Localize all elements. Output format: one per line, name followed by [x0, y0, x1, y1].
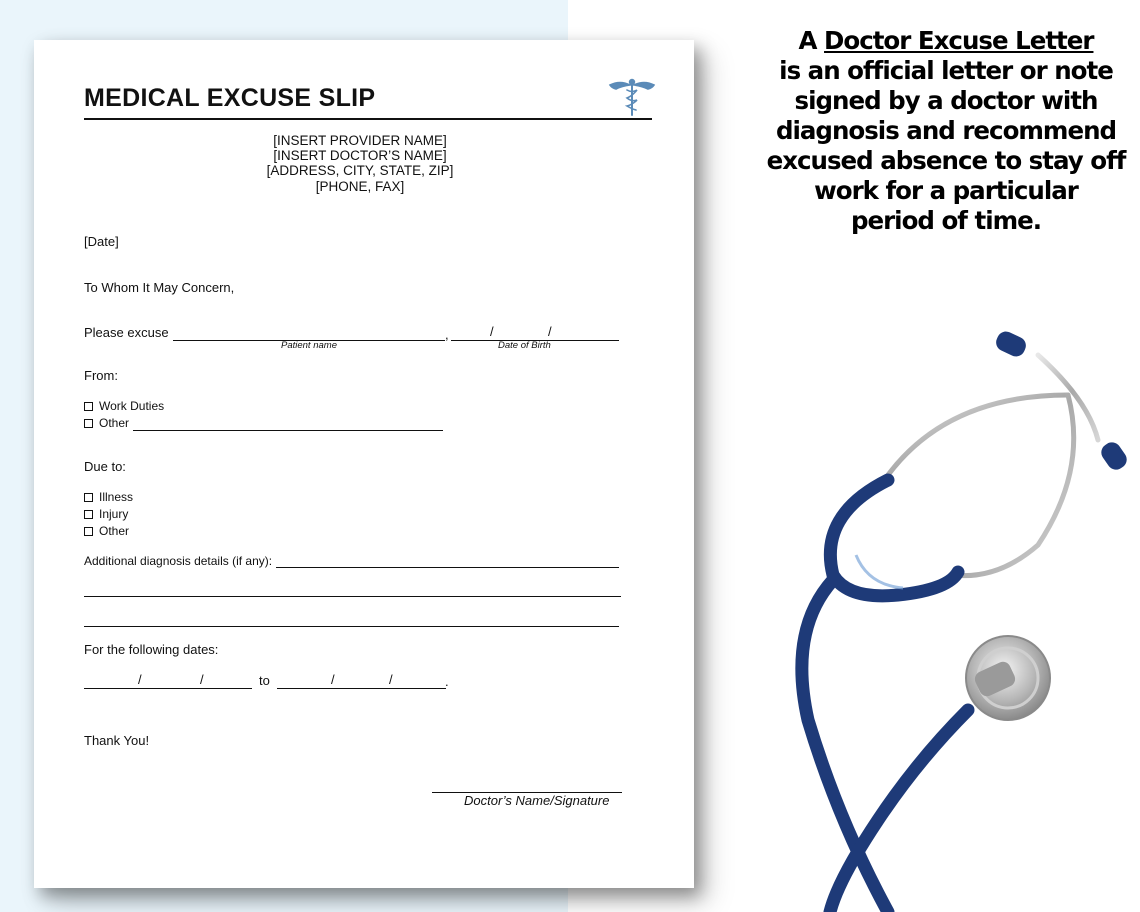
phone-placeholder: [PHONE, FAX]	[315, 178, 405, 194]
headline-line-1	[760, 26, 1132, 56]
form-title: MEDICAL EXCUSE SLIP	[84, 84, 376, 112]
additional-diagnosis-label: Additional diagnosis details (if any):	[84, 554, 273, 568]
checkbox-label: Work Duties	[99, 399, 165, 413]
dob-slash-1: /	[490, 324, 494, 339]
stethoscope-image	[568, 300, 1140, 912]
due-to-label: Due to:	[84, 459, 126, 474]
checkbox-from-other[interactable]	[84, 416, 129, 430]
diagnosis-line-3[interactable]	[84, 626, 619, 627]
date-placeholder: [Date]	[84, 234, 119, 249]
thank-you: Thank You!	[84, 733, 150, 748]
checkbox-label: Illness	[99, 490, 134, 504]
patient-name-caption: Patient name	[281, 340, 337, 351]
checkbox-box[interactable]	[84, 419, 93, 428]
dob-caption: Date of Birth	[498, 340, 551, 351]
headline-line-7: period of time.	[850, 206, 1042, 235]
please-excuse-label: Please excuse	[84, 325, 169, 340]
checkbox-injury[interactable]	[84, 507, 128, 521]
dob-slash-2: /	[548, 324, 552, 339]
headline-line-3: signed by a doctor with	[794, 86, 1098, 115]
comma: ,	[445, 327, 449, 342]
headline-underlined: Doctor Excuse Letter	[824, 26, 1094, 55]
provider-name-placeholder: [INSERT PROVIDER NAME]	[273, 133, 447, 148]
checkbox-due-other[interactable]	[84, 524, 129, 538]
start-date-line[interactable]	[84, 688, 252, 689]
to-word: to	[259, 673, 270, 688]
diagnosis-line-2[interactable]	[84, 596, 621, 597]
address-placeholder: [ADDRESS, CITY, STATE, ZIP]	[266, 163, 454, 179]
checkbox-label: Injury	[99, 507, 129, 521]
headline-line-2: is an official letter or note	[779, 56, 1113, 85]
from-label: From:	[84, 368, 118, 383]
following-dates-label: For the following dates:	[84, 642, 219, 657]
headline-line-4: diagnosis and recommend	[775, 116, 1117, 145]
headline-prefix: A	[798, 26, 825, 55]
end-date-slash-1: /	[331, 672, 335, 687]
headline-line-5: excused absence to stay off	[766, 146, 1126, 175]
checkbox-box[interactable]	[84, 510, 93, 519]
start-date-slash-2: /	[200, 672, 204, 687]
headline-text	[760, 26, 1132, 236]
start-date-slash-1: /	[138, 672, 142, 687]
caduceus-icon	[608, 78, 656, 116]
checkbox-box[interactable]	[84, 493, 93, 502]
checkbox-box[interactable]	[84, 402, 93, 411]
provider-info	[34, 133, 686, 194]
checkbox-label: Other	[99, 524, 130, 538]
checkbox-work-duties[interactable]	[84, 399, 164, 413]
checkbox-label: Other	[99, 416, 130, 430]
salutation: To Whom It May Concern,	[84, 280, 235, 295]
end-date-line[interactable]	[277, 688, 446, 689]
end-date-slash-2: /	[389, 672, 393, 687]
checkbox-illness[interactable]	[84, 490, 133, 504]
dates-period: .	[445, 674, 449, 689]
doctor-name-placeholder: [INSERT DOCTOR’S NAME]	[273, 148, 447, 164]
signature-label: Doctor’s Name/Signature	[464, 793, 610, 808]
headline-line-6: work for a particular	[814, 176, 1078, 205]
from-other-line[interactable]	[133, 430, 443, 431]
title-divider	[84, 118, 652, 120]
checkbox-box[interactable]	[84, 527, 93, 536]
